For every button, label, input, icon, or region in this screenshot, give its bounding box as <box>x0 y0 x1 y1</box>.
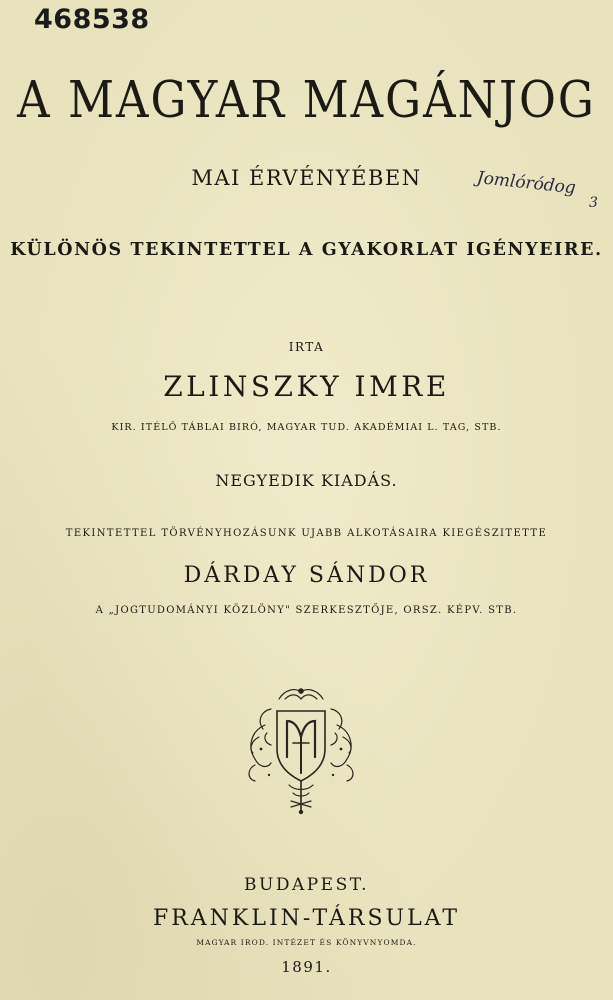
author-credentials: KIR. ITÉLŐ TÁBLAI BIRÓ, MAGYAR TUD. AKADÉMIAI L. TAG, STB. <box>111 422 502 433</box>
written-by-label: IRTA <box>288 340 325 354</box>
book-subtitle: MAI ÉRVÉNYÉBEN <box>191 166 422 190</box>
author-name: ZLINSZKY IMRE <box>163 370 450 403</box>
supplement-statement: TEKINTETTEL TÖRVÉNYHOZÁSUNK UJABB ALKOTÁSAIRA KIEGÉSZITETTE <box>65 528 548 539</box>
editor-name: DÁRDAY SÁNDOR <box>183 563 430 588</box>
handwritten-note: Jomlóródog <box>475 168 577 199</box>
publication-year: 1891. <box>281 958 332 976</box>
publisher-description: MAGYAR IROD. INTÉZET ÉS KÖNYVNYOMDA. <box>196 938 417 947</box>
edition-statement: NEGYEDIK KIADÁS. <box>215 471 398 490</box>
publisher-name: FRANKLIN-TÁRSULAT <box>152 906 461 931</box>
book-subtitle-secondary: KÜLÖNÖS TEKINTETTEL A GYAKORLAT IGÉNYEIRE. <box>10 240 603 260</box>
book-title: A MAGYAR MAGÁNJOG <box>17 70 596 130</box>
library-stamp-number: 468538 <box>34 4 150 35</box>
editor-credentials: A „JOGTUDOMÁNYI KÖZLÖNY" SZERKESZTŐJE, ORSZ. KÉPV. STB. <box>95 605 518 616</box>
publication-city: BUDAPEST. <box>244 875 369 895</box>
handwritten-mark: 3 <box>589 195 598 211</box>
publisher-emblem-icon <box>241 685 361 815</box>
